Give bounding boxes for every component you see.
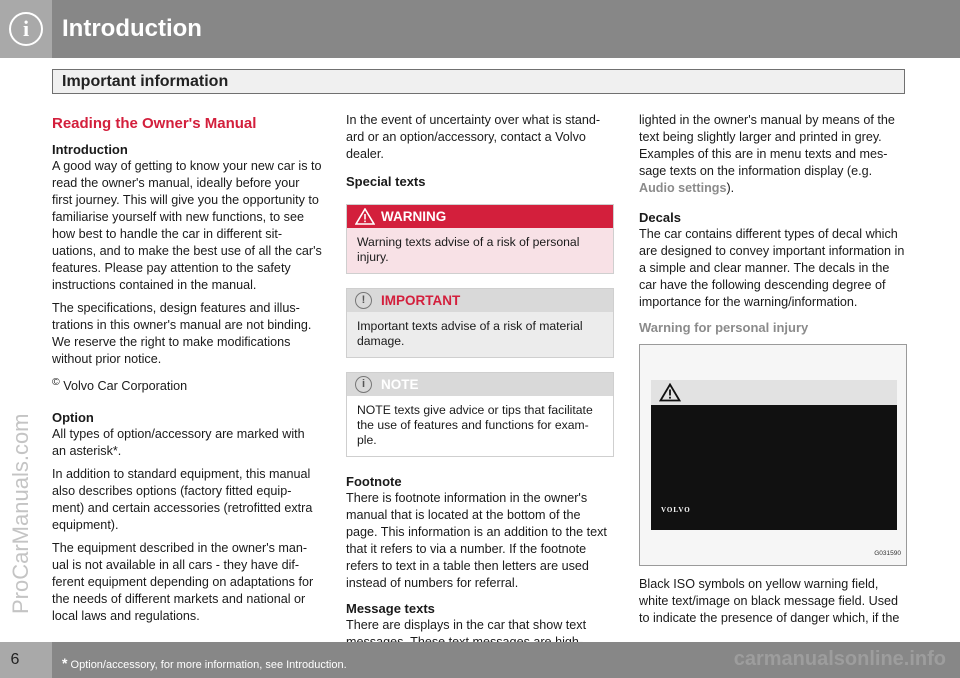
option-heading: Option — [52, 410, 94, 426]
message-texts-heading: Message texts — [346, 601, 435, 616]
info-circle-icon: i — [355, 376, 372, 393]
important-text: Important texts advise of a risk of material damage. — [347, 312, 613, 357]
volvo-logo: VOLVO — [661, 506, 691, 514]
continuation-end: ). — [726, 181, 735, 195]
note-text: NOTE texts give advice or tips that facilitate the use of features and functions for exam- ple. — [347, 396, 613, 456]
section-title: Important information — [62, 73, 229, 90]
warning-triangle-icon — [355, 208, 375, 225]
important-box-header — [347, 289, 613, 312]
page-footer — [0, 642, 960, 678]
warning-triangle-icon — [659, 383, 681, 402]
reading-manual-title: Reading the Owner's Manual — [52, 115, 257, 132]
footnote-paragraph: There is footnote information in the owner's manual that is located at the bottom of the page. This information is an addition to the text that it refers to via a number. If the footnote refers to text in a table then letters are used instead of numbers for referral. — [346, 491, 607, 590]
column-left — [52, 112, 322, 631]
audio-settings-text: Audio settings — [639, 181, 727, 195]
chapter-title: Introduction — [62, 15, 202, 42]
continuation-text: lighted in the owner's manual by means of the text being slightly larger and printed in grey. Examples of this are in menu texts and mes- sage texts on the information display (e.g. — [639, 113, 895, 178]
asterisk: * — [62, 655, 68, 671]
message-texts-paragraph: There are displays in the car that show text — [346, 618, 587, 632]
decal-figure — [639, 344, 907, 566]
message-texts-continuation — [639, 112, 907, 197]
page-number-box — [0, 642, 52, 678]
introduction-heading: Introduction — [52, 142, 128, 157]
side-watermark: ProCarManuals.com — [8, 413, 33, 614]
important-box — [346, 288, 614, 358]
header-icon-box — [0, 0, 52, 58]
introduction-paragraph: A good way of getting to know your new car is to read the owner's manual, ideally before your first journey. This will give you the opportunity to familiarise yourself with new functions, to see how best to handle the car in different sit- uations, and to make the best use of all the car's features. Please pay attention to the safety instructions contained in the manual. — [52, 159, 322, 292]
important-label: IMPORTANT — [381, 293, 461, 308]
exclamation-circle-icon: ! — [355, 292, 372, 309]
copyright-symbol: © — [52, 376, 60, 388]
specifications-paragraph: The specifications, design features and illus- trations in this owner's manual are not binding. We reserve the right to make modifications without prior notice. — [52, 301, 312, 366]
footer-watermark: carmanualsonline.info — [733, 648, 946, 670]
warning-box-header — [347, 205, 613, 228]
copyright-text: Volvo Car Corporation — [63, 379, 188, 394]
footnote-heading: Footnote — [346, 474, 402, 489]
warning-label: WARNING — [381, 209, 447, 224]
warning-text: Warning texts advise of a risk of personal injury. — [347, 228, 613, 273]
note-box-header — [347, 373, 613, 396]
warning-personal-injury-heading: Warning for personal injury — [639, 320, 809, 335]
decals-paragraph: The car contains different types of decal which are designed to convey important information in a simple and clear manner. The decals in the car have the following descending degree of importance for the warning/information. — [639, 227, 905, 309]
chapter-header — [0, 0, 960, 58]
uncertainty-paragraph: In the event of uncertainty over what is stand- ard or an option/accessory, contact a Volvo dealer. — [346, 113, 601, 161]
column-middle — [346, 112, 614, 657]
warning-decal — [651, 380, 897, 530]
figure-code: G031590 — [874, 550, 901, 557]
decals-heading: Decals — [639, 210, 681, 225]
copyright-line — [52, 374, 322, 395]
page-number: 6 — [10, 651, 20, 668]
option-paragraph-1: All types of option/accessory are marked with an asterisk*. — [52, 427, 305, 459]
option-paragraph-2: In addition to standard equipment, this manual also describes options (factory fitted equip- ment) and certain accessories (retrofitted extra equipment). — [52, 467, 313, 533]
footer-note-text: Option/accessory, for more information, see Introduction. — [70, 659, 347, 671]
section-header — [52, 69, 905, 94]
warning-box — [346, 204, 614, 274]
info-icon: i — [9, 12, 43, 46]
decal-caption: Black ISO symbols on yellow warning field, white text/image on black message field. Used to indicate the presence of danger which, if the — [639, 577, 900, 625]
note-box — [346, 372, 614, 457]
option-paragraph-3: The equipment described in the owner's man- ual is not available in all cars - they have dif- ferent equipment depending on adaptations for the needs of different markets and national or local laws and regulations. — [52, 541, 314, 624]
footer-note — [62, 655, 347, 671]
column-right — [639, 112, 907, 633]
special-texts-heading: Special texts — [346, 174, 426, 189]
note-label: NOTE — [381, 377, 419, 392]
decal-symbol-field — [651, 380, 897, 405]
